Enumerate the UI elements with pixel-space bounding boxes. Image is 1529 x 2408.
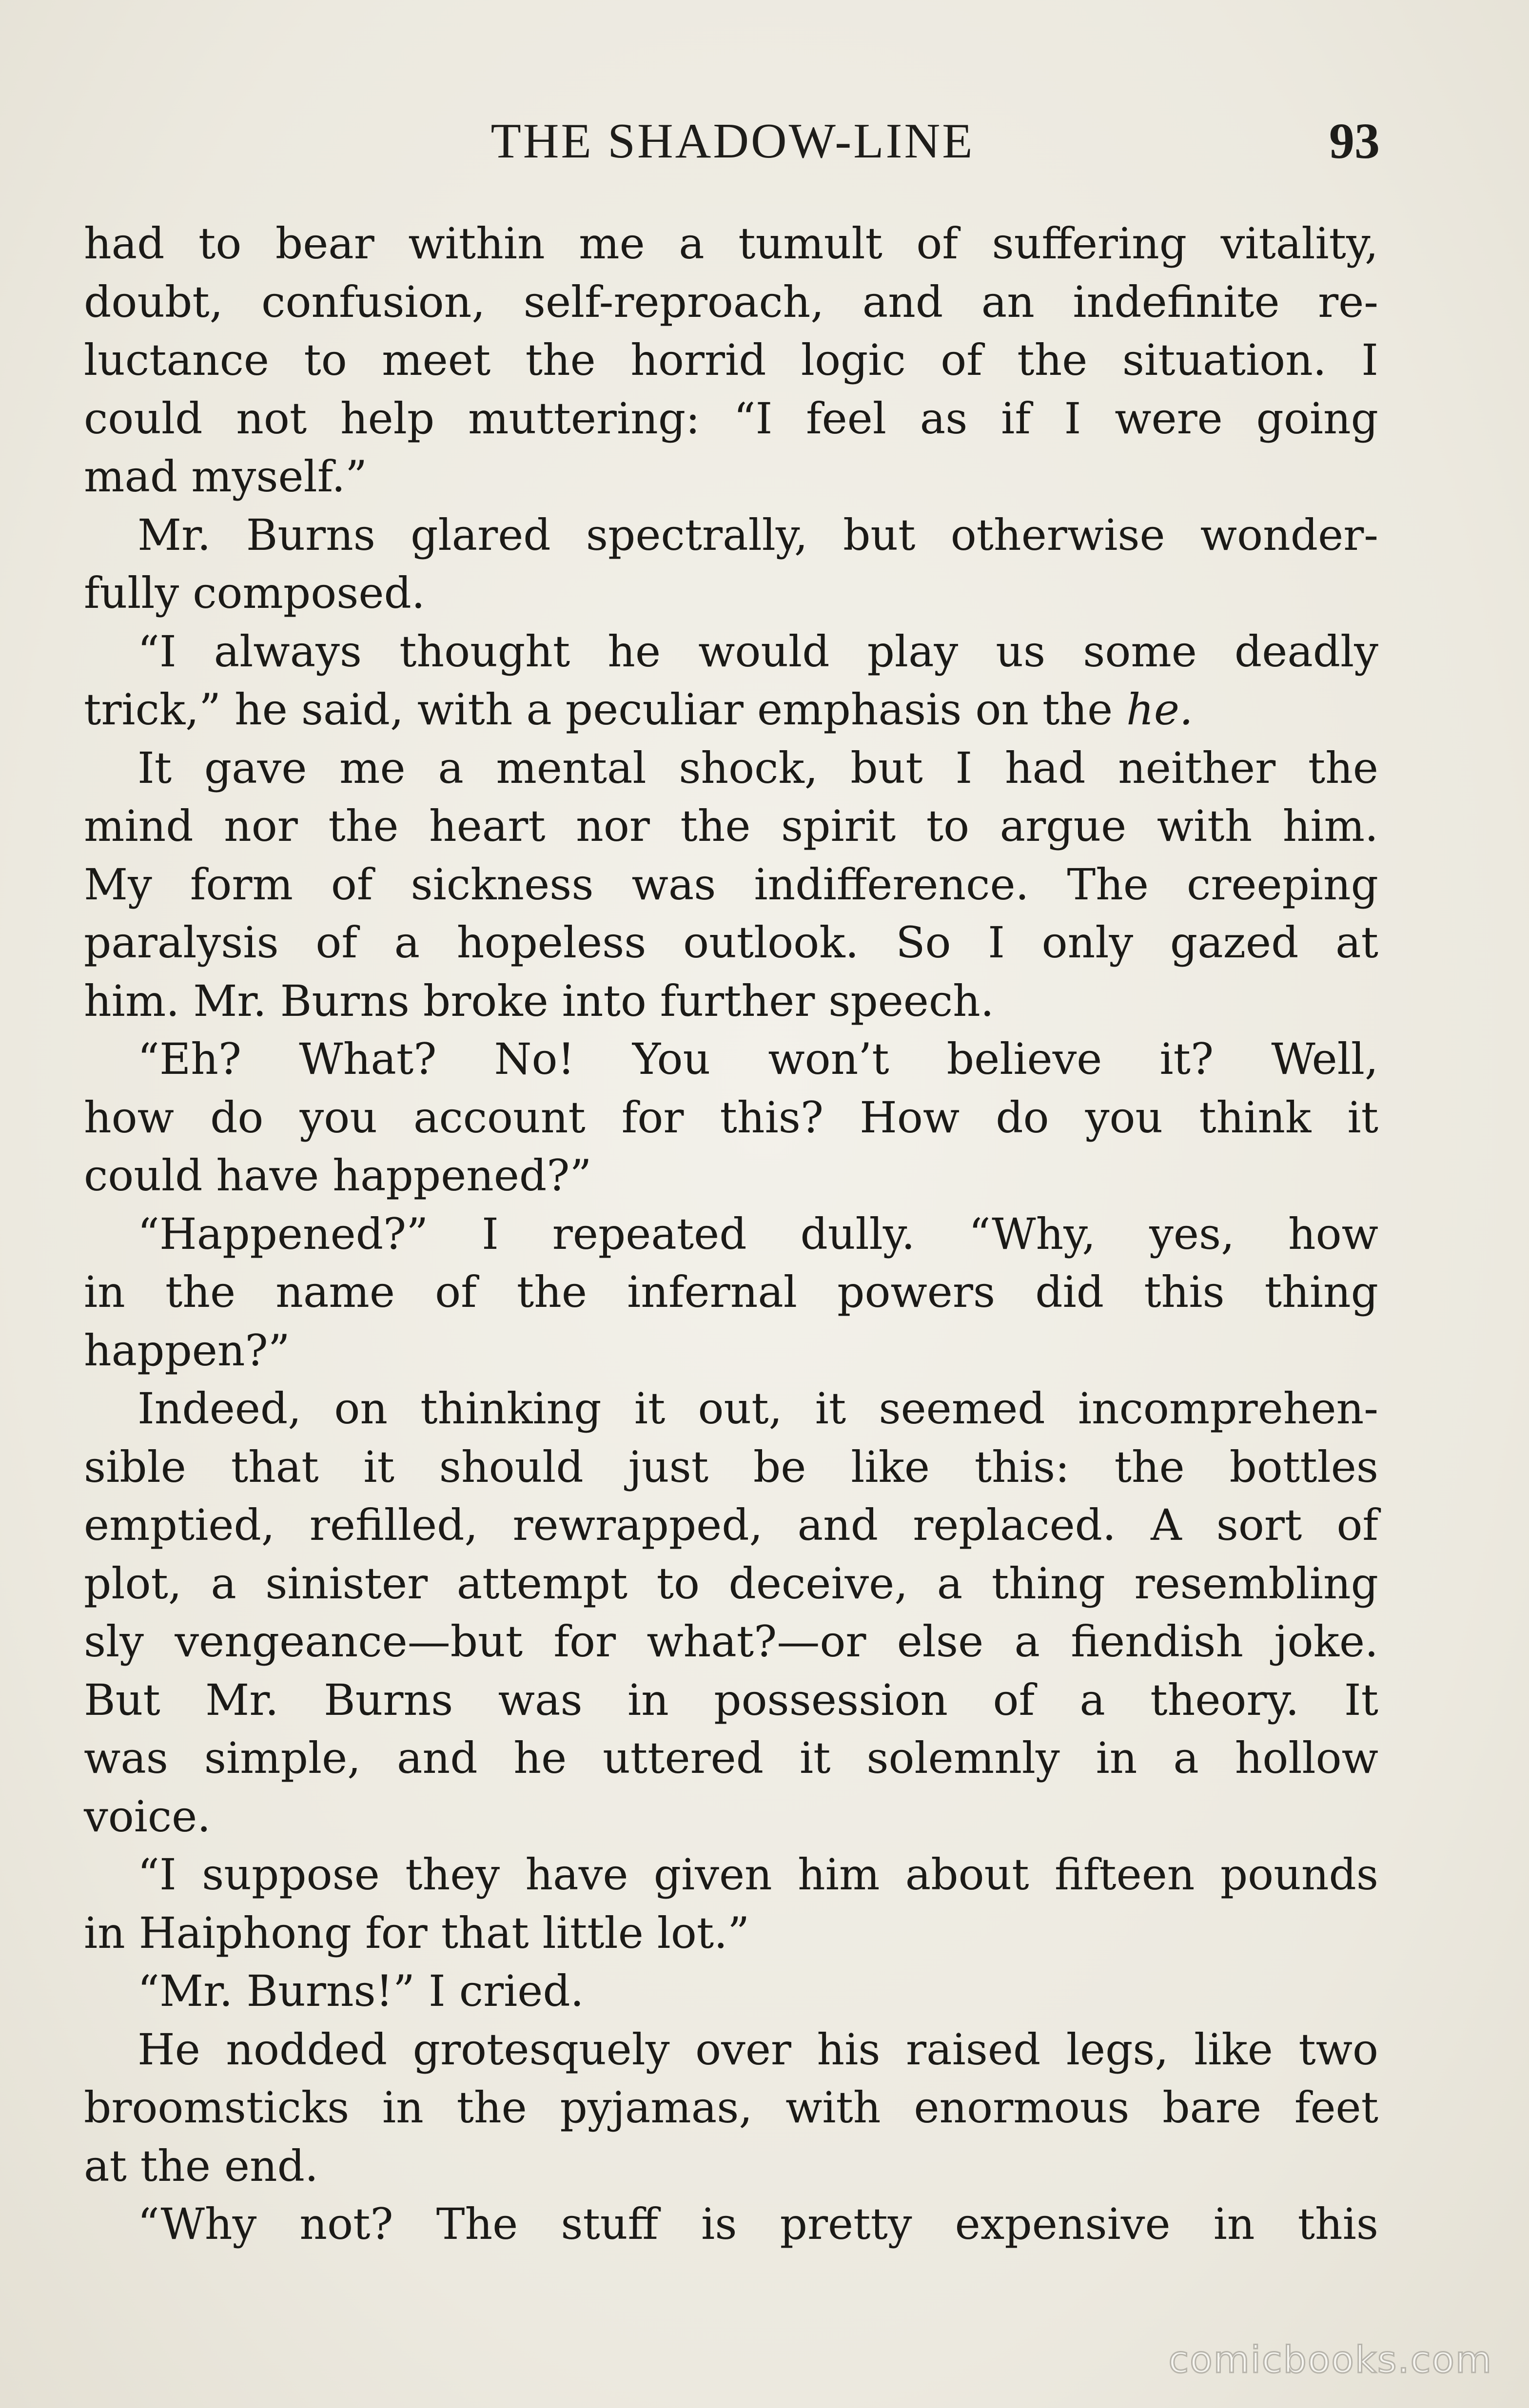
text-line: emptied, refilled, rewrapped, and replaced. A sort of [84,1500,1378,1550]
text-line: mad myself.” [84,451,368,502]
text-line: “Eh? What? No! You won’t believe it? Well, [137,1034,1378,1084]
text-line: him. Mr. Burns broke into further speech. [84,975,994,1026]
text-line: at the end. [84,2140,318,2191]
text-line: doubt, confusion, self-reproach, and an indefinite re- [84,276,1378,327]
running-title: THE SHADOW-LINE [490,114,975,169]
text-line: voice. [84,1791,211,1842]
text-line: “Happened?” I repeated dully. “Why, yes, how [137,1208,1378,1259]
text-line: in Haiphong for that little lot.” [84,1907,750,1958]
text-line: mind nor the heart nor the spirit to argue with him. [84,801,1378,851]
text-line: paralysis of a hopeless outlook. So I only gazed at [84,917,1378,968]
body-text [84,214,1378,2253]
text-line [84,680,1378,739]
text-line: had to bear within me a tumult of suffering vitality, [84,218,1378,269]
text-line: Indeed, on thinking it out, it seemed incomprehen- [137,1383,1378,1434]
text-line: “I suppose they have given him about fifteen pounds [137,1849,1378,1900]
text-line: broomsticks in the pyjamas, with enormous bare feet [84,2082,1378,2133]
text-line: “Mr. Burns!” I cried. [137,1966,584,2016]
text-line: happen?” [84,1325,290,1376]
page-number: 93 [1329,113,1380,169]
page-header [85,110,1380,173]
text-line-segment: trick,” he said, with a peculiar emphasis on the [84,684,1113,735]
text-line: It gave me a mental shock, but I had neither the [137,742,1378,793]
text-line: could have happened?” [84,1150,592,1201]
text-line: He nodded grotesquely over his raised legs, like two [137,2024,1378,2075]
emphasized-word: he. [1126,684,1193,735]
text-line: was simple, and he uttered it solemnly in a hollow [84,1733,1378,1783]
text-line: could not help muttering: “I feel as if I were going [84,393,1378,444]
text-line: plot, a sinister attempt to deceive, a thing resembling [84,1558,1378,1609]
text-line: luctance to meet the horrid logic of the situation. I [84,335,1378,385]
text-line: My form of sickness was indifference. The creeping [84,859,1378,910]
text-line: in the name of the infernal powers did this thing [84,1267,1378,1317]
text-line: sible that it should just be like this: the bottles [84,1441,1378,1492]
text-line: “Why not? The stuff is pretty expensive in this [137,2199,1378,2249]
text-line: sly vengeance—but for what?—or else a fiendish joke. [84,1616,1378,1667]
text-line: how do you account for this? How do you think it [84,1092,1378,1143]
watermark: comicbooks.com [1168,2338,1492,2381]
text-line: But Mr. Burns was in possession of a theory. It [84,1674,1378,1725]
text-line: Mr. Burns glared spectrally, but otherwise wonder- [137,509,1378,560]
text-line: fully composed. [84,568,425,618]
text-line: “I always thought he would play us some deadly [137,626,1378,677]
